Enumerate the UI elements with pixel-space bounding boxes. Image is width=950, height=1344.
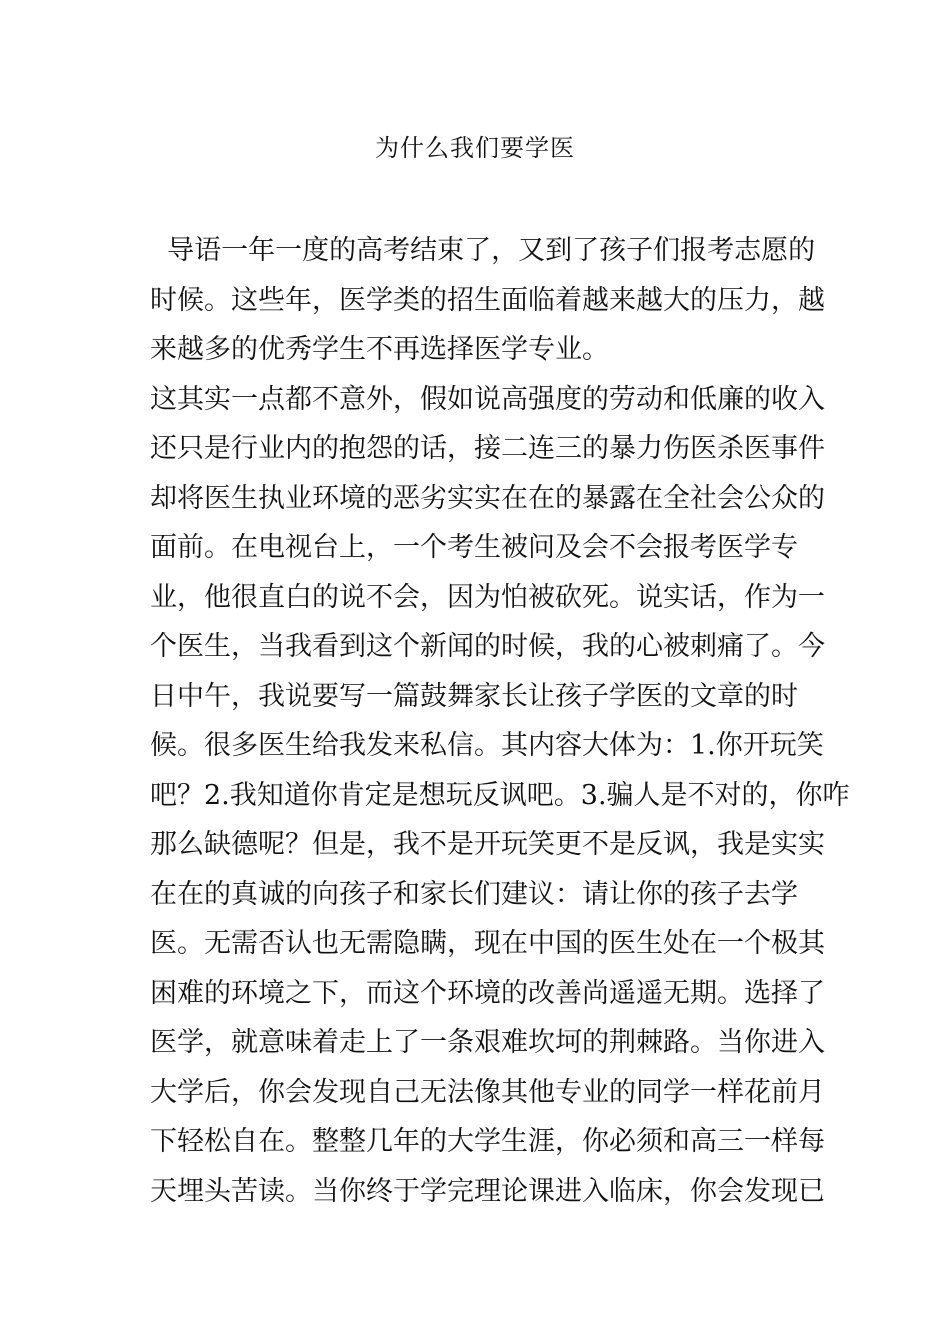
body-text-line: 大学后，你会发现自己无法像其他专业的同学一样花前月 bbox=[150, 1076, 825, 1108]
body-text-line: 这其实一点都不意外，假如说高强度的劳动和低廉的收入 bbox=[150, 383, 825, 415]
body-text-line: 候。很多医生给我发来私信。其内容大体为：1.你开玩笑 bbox=[150, 730, 824, 761]
document-body bbox=[150, 226, 850, 1216]
body-text-line: 吧？2.我知道你肯定是想玩反讽吧。3.骗人是不对的，你咋 bbox=[150, 779, 850, 811]
body-text-line: 面前。在电视台上，一个考生被问及会不会报考医学专 bbox=[150, 532, 798, 563]
body-text-line: 天埋头苦读。当你终于学完理论课进入临床，你会发现已 bbox=[150, 1175, 825, 1207]
body-text-line: 医学，就意味着走上了一条艰难坎坷的荆棘路。当你进入 bbox=[150, 1027, 825, 1058]
body-text-line: 日中午，我说要写一篇鼓舞家长让孩子学医的文章的时 bbox=[150, 680, 798, 712]
body-text-line: 时候。这些年，医学类的招生面临着越来越大的压力，越 bbox=[150, 284, 825, 316]
body-text-line: 个医生，当我看到这个新闻的时候，我的心被刺痛了。今 bbox=[150, 631, 825, 662]
body-text-line: 在在的真诚的向孩子和家长们建议：请让你的孩子去学 bbox=[150, 878, 798, 910]
body-text-line: 导语一年一度的高考结束了，又到了孩子们报考志愿的 bbox=[150, 235, 816, 266]
document-title: 为什么我们要学医 bbox=[375, 134, 575, 162]
body-text-line: 那么缺德呢？但是，我不是开玩笑更不是反讽，我是实实 bbox=[150, 829, 825, 860]
body-text-line: 来越多的优秀学生不再选择医学专业。 bbox=[150, 334, 609, 365]
body-text-line: 业，他很直白的说不会，因为怕被砍死。说实话，作为一 bbox=[150, 581, 825, 613]
body-text-line: 还只是行业内的抱怨的话，接二连三的暴力伤医杀医事件 bbox=[150, 433, 825, 464]
body-text-line: 下轻松自在。整整几年的大学生涯，你必须和高三一样每 bbox=[150, 1126, 825, 1157]
body-text-line: 困难的环境之下，而这个环境的改善尚遥遥无期。选择了 bbox=[150, 977, 825, 1009]
body-text-line: 却将医生执业环境的恶劣实实在在的暴露在全社会公众的 bbox=[150, 482, 825, 514]
body-text-line: 医。无需否认也无需隐瞒，现在中国的医生处在一个极其 bbox=[150, 928, 825, 959]
